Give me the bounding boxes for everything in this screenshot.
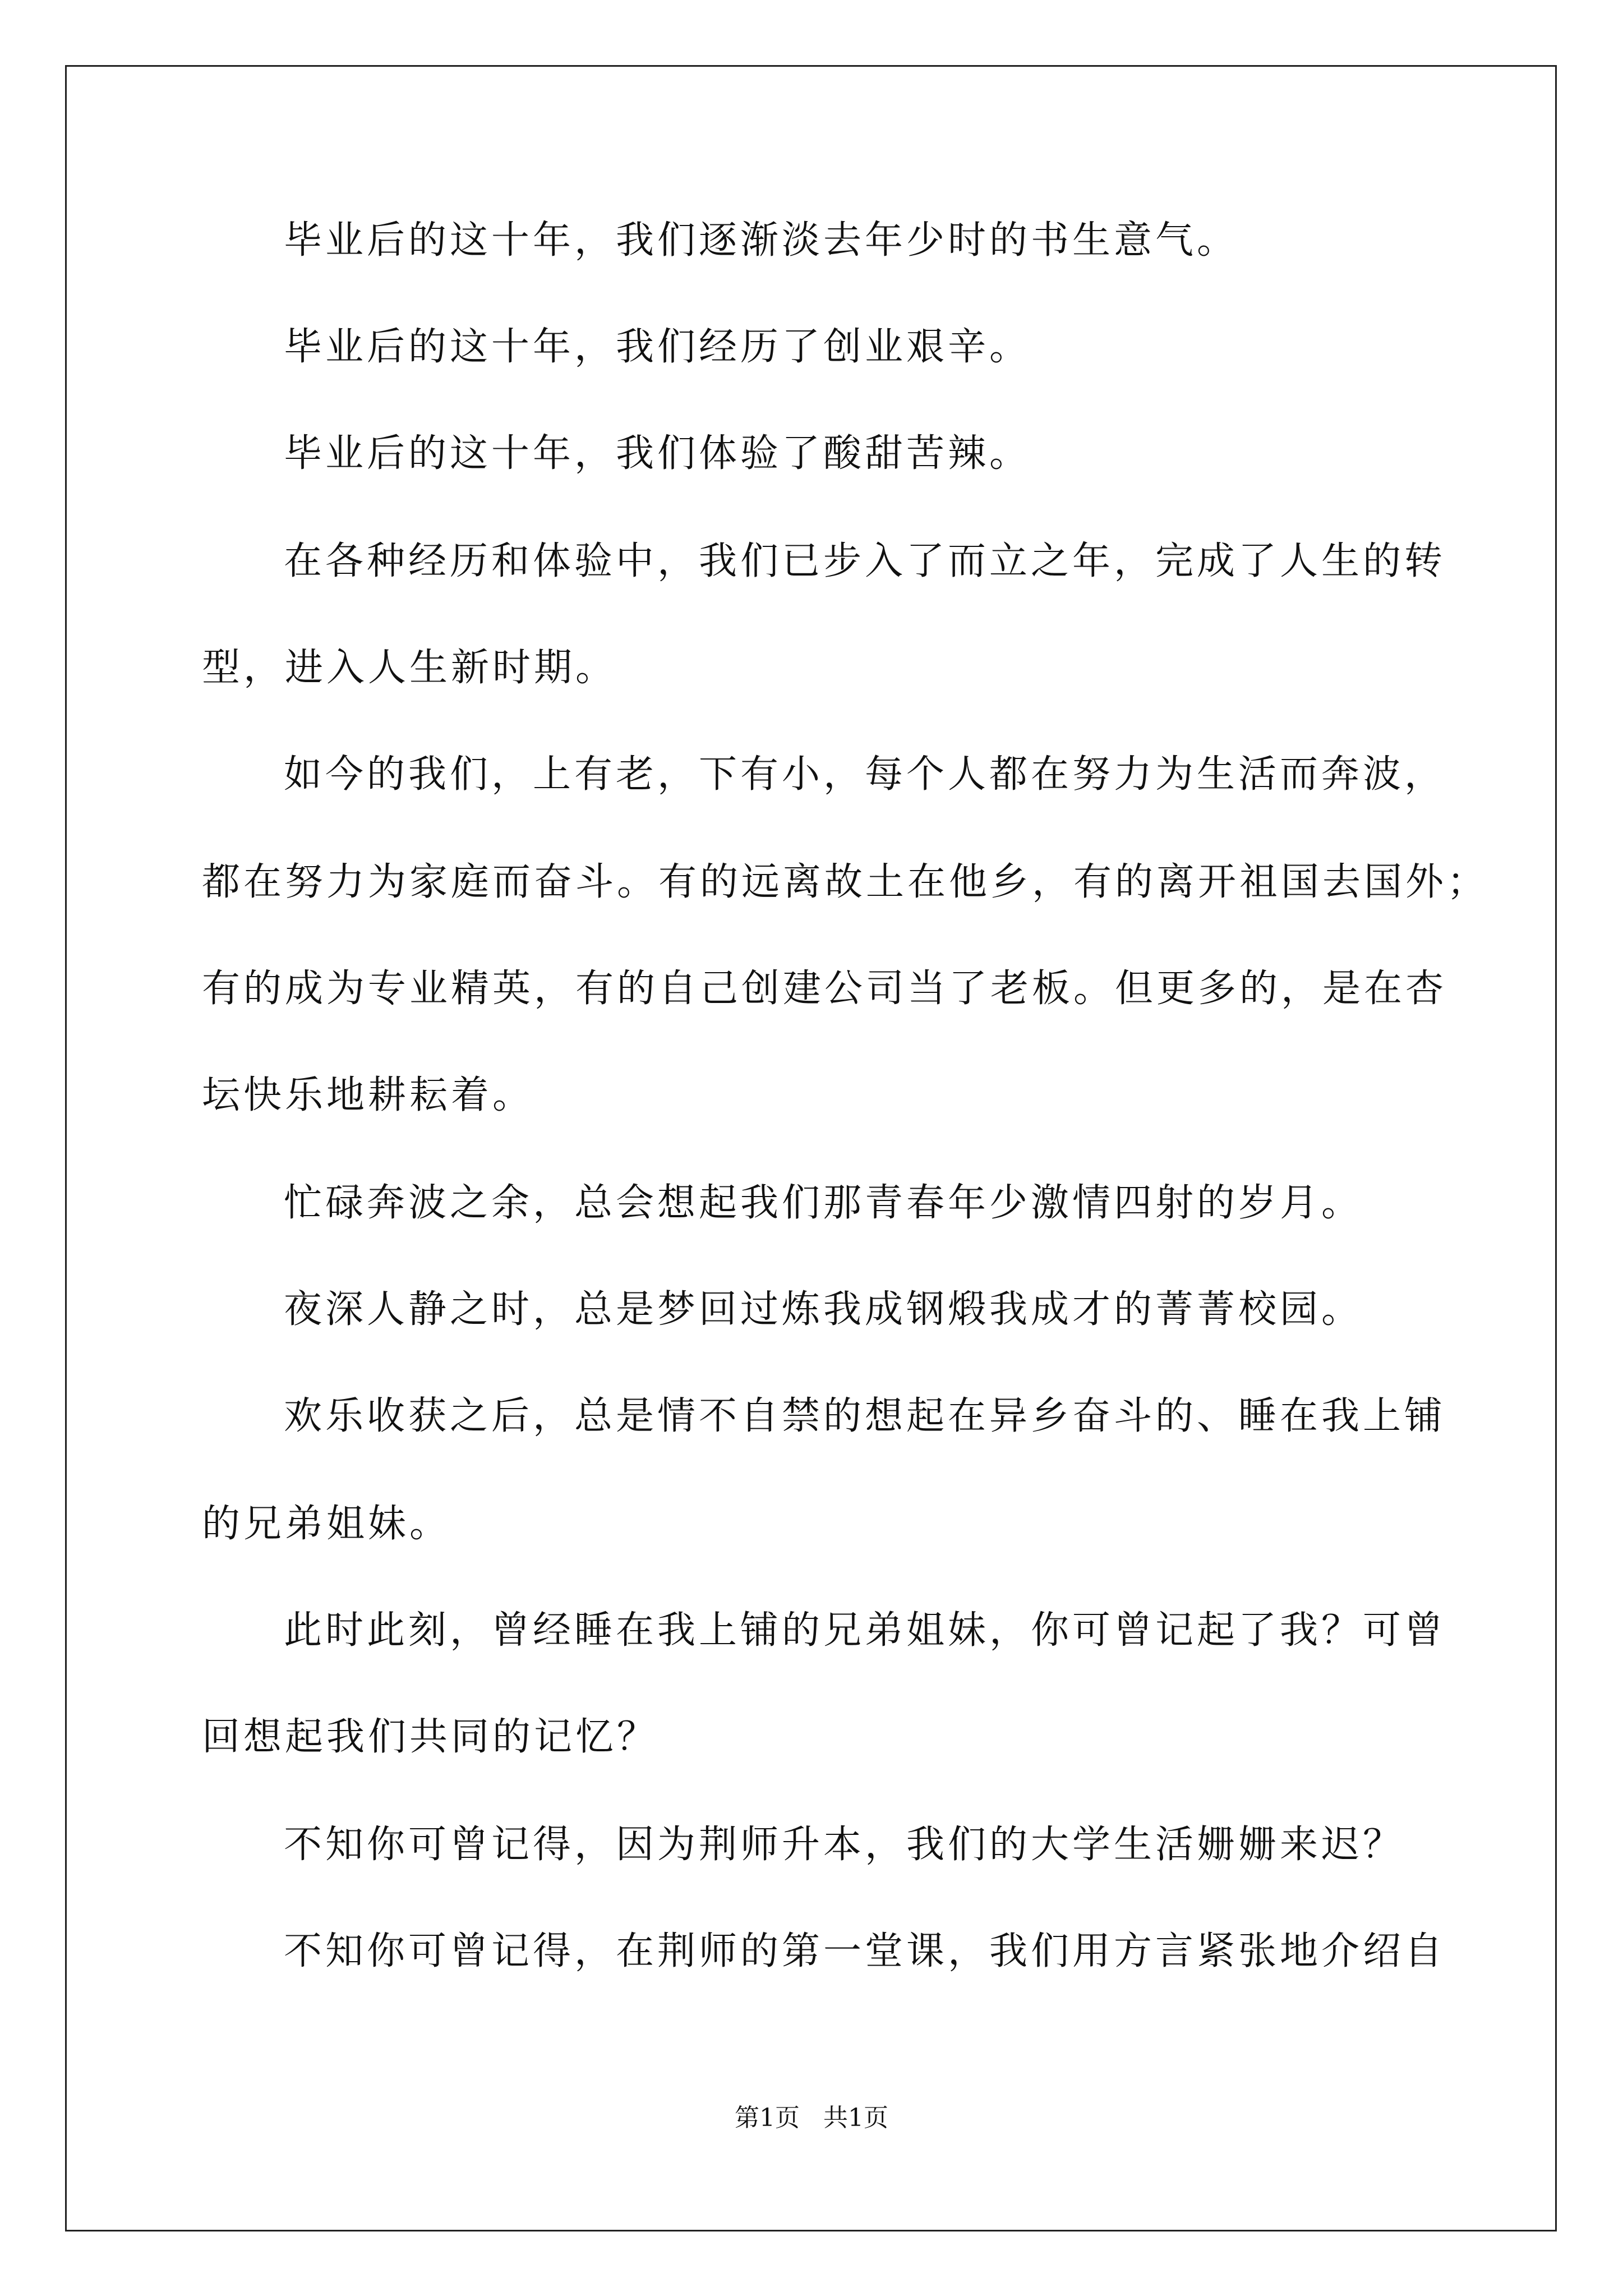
paragraph-line: 回想起我们共同的记忆？ bbox=[202, 1715, 659, 1759]
paragraph-line: 毕业后的这十年，我们逐渐淡去年少时的书生意气。 bbox=[284, 218, 1239, 263]
paragraph-line: 不知你可曾记得，在荆师的第一堂课，我们用方言紧张地介绍自 bbox=[284, 1929, 1446, 1973]
page-number: 第1页 bbox=[735, 2104, 800, 2132]
paragraph-line: 毕业后的这十年，我们经历了创业艰辛。 bbox=[284, 325, 1031, 369]
paragraph-line: 忙碌奔波之余，总会想起我们那青春年少激情四射的岁月。 bbox=[284, 1181, 1363, 1225]
paragraph-line: 毕业后的这十年，我们体验了酸甜苦辣。 bbox=[284, 431, 1031, 476]
paragraph-line: 有的成为专业精英，有的自己创建公司当了老板。但更多的，是在杏 bbox=[202, 967, 1447, 1011]
page-footer bbox=[0, 2101, 1623, 2135]
paragraph-line: 的兄弟姐妹。 bbox=[202, 1502, 451, 1546]
paragraph-line: 此时此刻，曾经睡在我上铺的兄弟姐妹，你可曾记起了我？可曾 bbox=[284, 1608, 1446, 1653]
page-total: 共1页 bbox=[823, 2104, 888, 2132]
page-border bbox=[65, 65, 1557, 2231]
paragraph-line: 都在努力为家庭而奋斗。有的远离故土在他乡，有的离开祖国去国外； bbox=[202, 860, 1489, 904]
paragraph-line: 型，进入人生新时期。 bbox=[202, 646, 617, 690]
paragraph-line: 在各种经历和体验中，我们已步入了而立之年，完成了人生的转 bbox=[284, 539, 1446, 583]
paragraph-line: 夜深人静之时，总是梦回过炼我成钢煅我成才的菁菁校园。 bbox=[284, 1287, 1363, 1332]
paragraph-line: 不知你可曾记得，因为荆师升本，我们的大学生活姗姗来迟？ bbox=[284, 1823, 1405, 1867]
paragraph-line: 欢乐收获之后，总是情不自禁的想起在异乡奋斗的、睡在我上铺 bbox=[284, 1394, 1446, 1438]
paragraph-line: 坛快乐地耕耘着。 bbox=[202, 1073, 534, 1117]
paragraph-line: 如今的我们，上有老，下有小，每个人都在努力为生活而奔波， bbox=[284, 752, 1446, 797]
